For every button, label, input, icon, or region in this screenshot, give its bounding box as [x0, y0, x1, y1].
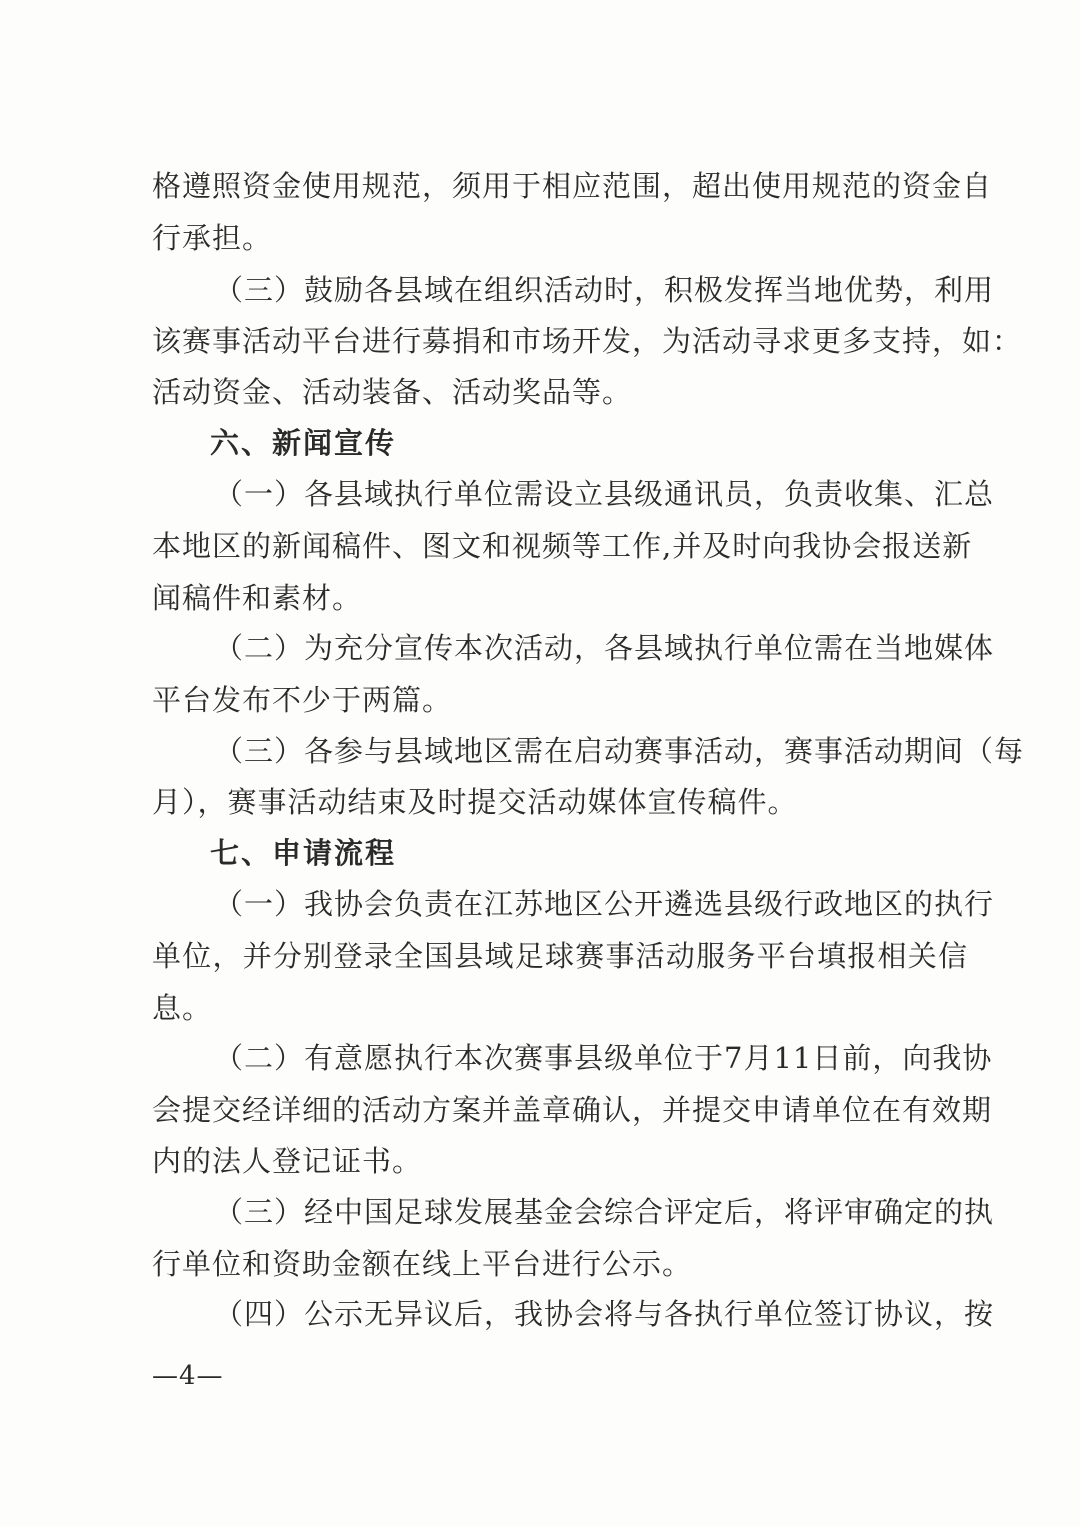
- body-text-line: 格遵照资金使用规范，须用于相应范围，超出使用规范的资金自: [152, 169, 993, 203]
- body-text-line: 该赛事活动平台进行募捐和市场开发，为活动寻求更多支持，如：: [152, 324, 1023, 358]
- body-text-line: （一）各县域执行单位需设立县级通讯员，负责收集、汇总: [214, 477, 995, 511]
- body-text-line: 会提交经详细的活动方案并盖章确认，并提交申请单位在有效期: [152, 1093, 993, 1127]
- body-text-line: 平台发布不少于两篇。: [152, 683, 453, 717]
- page-number: —4—: [152, 1361, 224, 1391]
- body-text-line: 月），赛事活动结束及时提交活动媒体宣传稿件。: [152, 785, 798, 819]
- body-text-line: （三）鼓励各县域在组织活动时，积极发挥当地优势，利用: [214, 273, 995, 307]
- section-heading-news: 六、新闻宣传: [210, 426, 397, 460]
- body-text-line: （四）公示无异议后，我协会将与各执行单位签订协议，按: [214, 1297, 995, 1331]
- body-text-line: （三）经中国足球发展基金会综合评定后，将评审确定的执: [214, 1195, 995, 1229]
- body-text-line: 内的法人登记证书。: [152, 1144, 423, 1178]
- section-heading-application: 七、申请流程: [210, 836, 397, 870]
- body-text-line: 行承担。: [152, 221, 273, 255]
- body-text-line: 息。: [152, 991, 213, 1025]
- body-text-line: （二）为充分宣传本次活动，各县域执行单位需在当地媒体: [214, 631, 995, 665]
- body-text-line: 行单位和资助金额在线上平台进行公示。: [152, 1247, 693, 1281]
- body-text-line: （三）各参与县域地区需在启动赛事活动，赛事活动期间（每: [214, 734, 1025, 768]
- body-text-line: 活动资金、活动装备、活动奖品等。: [152, 375, 633, 409]
- body-text-line: 闻稿件和素材。: [152, 581, 363, 615]
- body-text-line: （一）我协会负责在江苏地区公开遴选县级行政地区的执行: [214, 887, 995, 921]
- body-text-line: （二）有意愿执行本次赛事县级单位于7月11日前，向我协: [214, 1041, 993, 1075]
- body-text-line: 本地区的新闻稿件、图文和视频等工作,并及时向我协会报送新: [152, 529, 973, 563]
- body-text-line: 单位，并分别登录全国县域足球赛事活动服务平台填报相关信: [152, 939, 968, 973]
